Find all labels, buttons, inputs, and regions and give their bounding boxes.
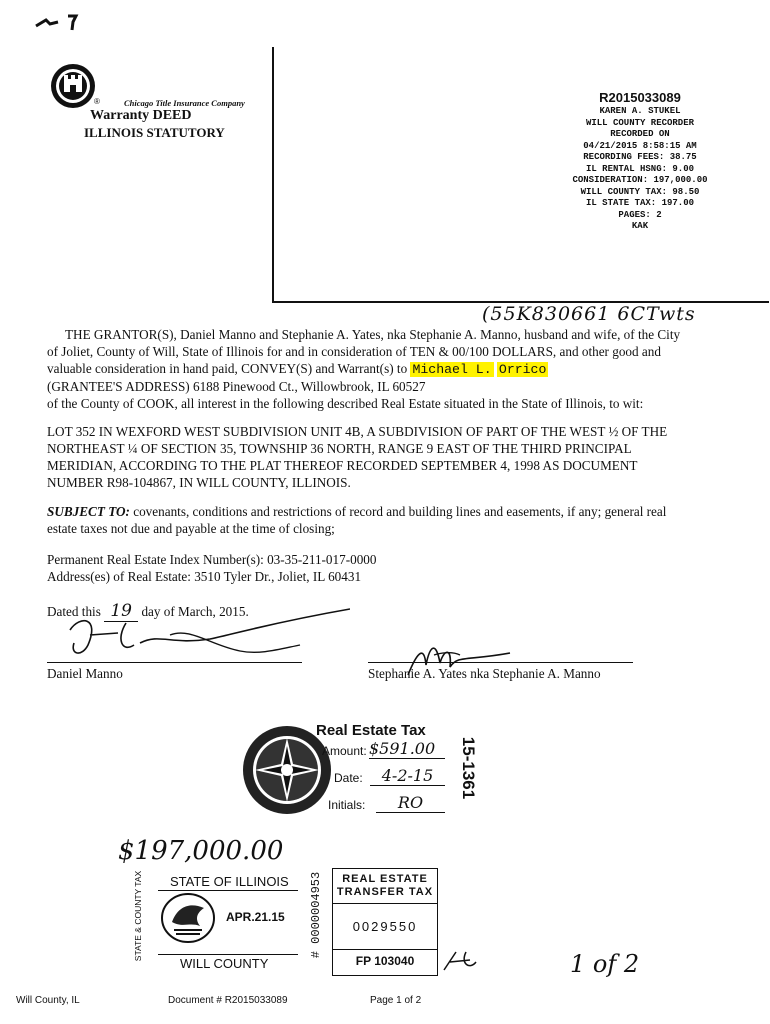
recording-line: CONSIDERATION: 197,000.00	[572, 175, 708, 185]
doc-subtype: ILLINOIS STATUTORY	[84, 125, 225, 140]
tax-date-value: 4-2-15	[370, 766, 445, 786]
doc-type: Warranty DEED	[90, 108, 192, 123]
chicago-title-logo-icon	[50, 63, 96, 109]
tax-initials-label: Initials:	[328, 798, 366, 812]
recording-line: PAGES: 2	[618, 209, 662, 220]
legal-line: NORTHEAST ¼ OF SECTION 35, TOWNSHIP 36 NORTH, RANGE 9 EAST OF THE THIRD PRINCIPAL	[47, 441, 632, 456]
recording-line: 04/21/2015 8:58:15 AM	[583, 140, 697, 151]
grantor-paragraph	[47, 326, 707, 412]
grantor-line: of the County of COOK, all interest in the following described Real Estate situated in the State of Illinois, to wit:	[47, 396, 644, 411]
company-name: Chicago Title Insurance Company	[124, 98, 245, 108]
tax-date-label: Date:	[334, 771, 363, 785]
footer-page: Page 1 of 2	[370, 995, 422, 1006]
state-stamp-rule-top	[158, 890, 298, 891]
grantor-line	[47, 360, 707, 378]
dated-day: 19	[104, 601, 138, 622]
transfer-tax-box	[332, 868, 438, 976]
tax-initials-value: RO	[376, 793, 445, 813]
grantee-first-name: Michael L.	[412, 362, 492, 377]
state-stamp-side-label: STATE & COUNTY TAX	[133, 870, 143, 962]
tax-vertical-code: 15-1361	[459, 736, 478, 800]
recording-line: WILL COUNTY TAX: 98.50	[580, 186, 700, 197]
footer-county: Will County, IL	[16, 995, 80, 1006]
signature-line-left	[47, 662, 302, 663]
transfer-tax-amount: 0029550	[352, 919, 418, 934]
footer-document-number: Document # R2015033089	[168, 995, 288, 1006]
recording-line: WILL COUNTY RECORDER	[585, 117, 695, 128]
recording-line: KAK	[631, 221, 649, 231]
recording-line: IL STATE TAX: 197.00	[585, 198, 695, 208]
grantor-line: of Joliet, County of Will, State of Illinois for and in consideration of TEN & 00/100 DOLLARS, and other good and	[47, 344, 661, 359]
grantee-address: (GRANTEE'S ADDRESS) 6188 Pinewood Ct., Willowbrook, IL 60527	[47, 379, 426, 394]
tax-amount-label: Amount:	[322, 744, 367, 758]
state-stamp-control-no: # 0000004953	[309, 871, 323, 959]
pin-number: Permanent Real Estate Index Number(s): 03-35-211-017-0000	[47, 552, 377, 567]
recording-line: KAREN A. STUKEL	[599, 106, 681, 116]
transfer-tax-title-1: REAL ESTATE	[342, 873, 428, 885]
property-address: Address(es) of Real Estate: 3510 Tyler Dr., Joliet, IL 60431	[47, 569, 362, 584]
recording-stamp	[540, 90, 740, 233]
state-stamp-rule-bottom	[158, 954, 298, 955]
handwritten-total: $197,000.00	[118, 836, 284, 866]
handwritten-reference: (55K830661 6CTwts	[482, 303, 696, 325]
property-info	[47, 551, 707, 585]
grantor-line-text: valuable consideration in hand paid, CONVEY(S) and Warrant(s) to	[47, 361, 408, 376]
tax-amount-value: $591.00	[369, 739, 445, 759]
grantee-last-name: Orrico	[498, 362, 547, 377]
signer-left-name: Daniel Manno	[47, 666, 123, 681]
initials-scribble-icon	[440, 948, 480, 974]
recording-line: RECORDED ON	[610, 129, 670, 139]
signer-right-name: Stephanie A. Yates nka Stephanie A. Manno	[368, 666, 601, 681]
subject-line: estate taxes not due and payable at the time of closing;	[47, 521, 335, 536]
registered-mark: ®	[94, 97, 100, 106]
recording-line: IL RENTAL HSNG: 9.00	[585, 163, 695, 174]
signature-line-right	[368, 662, 633, 663]
transfer-tax-fp: FP 103040	[355, 954, 415, 968]
legal-description	[47, 423, 707, 491]
dated-suffix: day of March, 2015.	[141, 604, 249, 619]
state-seal-icon	[160, 892, 216, 944]
subject-line: covenants, conditions and restrictions of record and building lines and easements, if any; general real	[129, 504, 667, 519]
state-stamp-county: WILL COUNTY	[180, 956, 269, 971]
state-stamp-state: STATE OF ILLINOIS	[170, 874, 289, 889]
tax-stamp-title: Real Estate Tax	[316, 722, 426, 739]
subject-to	[47, 503, 707, 537]
transfer-tax-title-2: TRANSFER TAX	[336, 886, 434, 898]
handwritten-page-mark: 1 of 2	[570, 950, 640, 978]
state-stamp-date: APR.21.15	[226, 910, 285, 924]
dated-prefix: Dated this	[47, 604, 101, 619]
grantor-line: THE GRANTOR(S), Daniel Manno and Stephanie A. Yates, nka Stephanie A. Manno, husband and wife, of the City	[65, 327, 681, 342]
subject-label: SUBJECT TO:	[47, 504, 130, 519]
signature-daniel-manno-icon	[60, 605, 350, 665]
recording-line: RECORDING FEES: 38.75	[583, 152, 697, 162]
legal-line: MERIDIAN, ACCORDING TO THE PLAT THEREOF RECORDED SEPTEMBER 4, 1998 AS DOCUMENT	[47, 458, 638, 473]
legal-line: LOT 352 IN WEXFORD WEST SUBDIVISION UNIT 4B, A SUBDIVISION OF PART OF THE WEST ½ OF THE	[47, 424, 668, 439]
legal-line: NUMBER R98-104867, IN WILL COUNTY, ILLINOIS.	[47, 475, 351, 490]
corner-mark-icon	[32, 10, 82, 32]
recording-number: R2015033089	[599, 90, 681, 105]
